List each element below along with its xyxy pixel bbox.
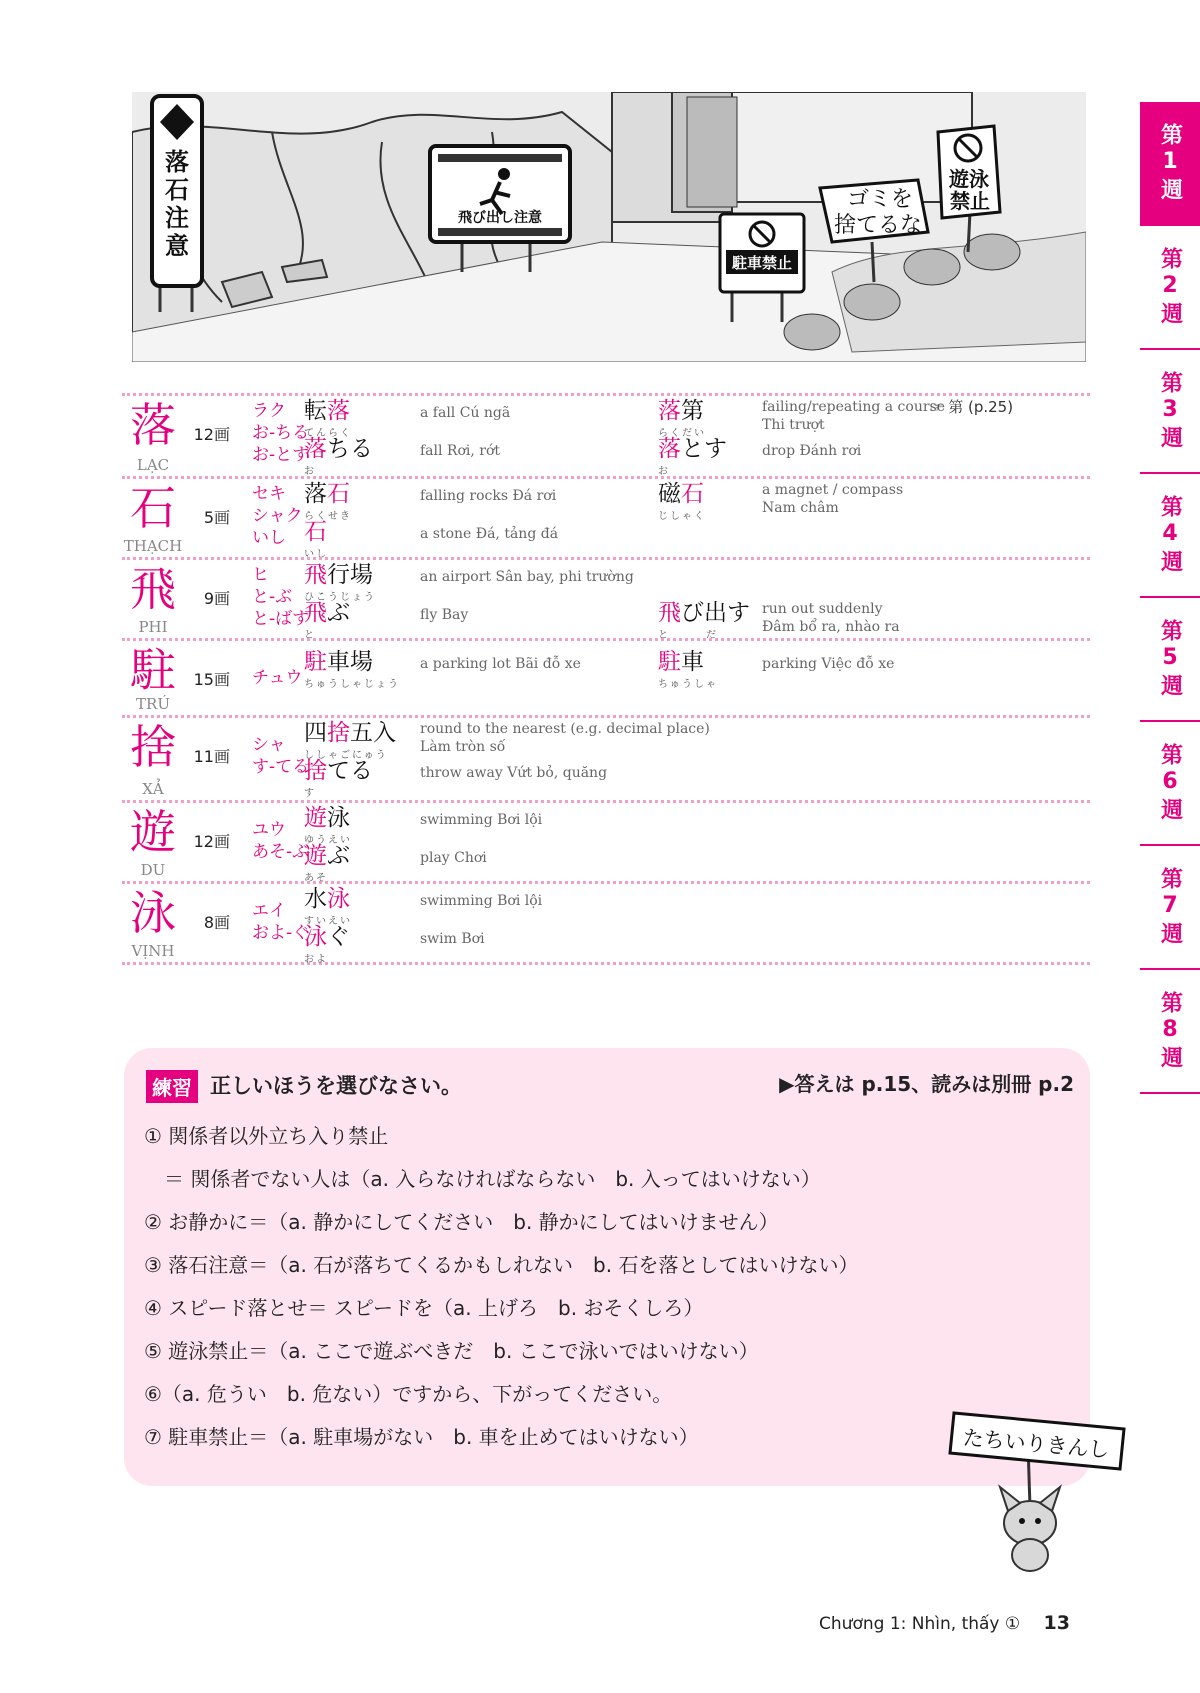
kanji-table bbox=[122, 393, 1090, 965]
rockfall-sign-char-4: 意 bbox=[165, 232, 189, 260]
meaning: round to the nearest (e.g. decimal place) bbox=[420, 721, 710, 737]
furigana: じしゃく bbox=[658, 511, 706, 522]
vocab-hl: 駐 bbox=[658, 649, 681, 675]
vocab-word bbox=[304, 651, 373, 674]
reading: セキ bbox=[252, 484, 286, 504]
vocab-hl: 石 bbox=[304, 519, 327, 545]
mascot-sign-illustration bbox=[948, 1405, 1138, 1575]
furigana: す bbox=[304, 788, 316, 799]
stroke-count: 15画 bbox=[193, 670, 230, 689]
kanji-row bbox=[122, 557, 1090, 641]
meaning: run out suddenly bbox=[762, 601, 883, 617]
meaning: swimming Bơi lội bbox=[420, 893, 543, 909]
vocab-post: ちる bbox=[327, 436, 373, 462]
readings-list bbox=[252, 667, 303, 689]
vocab-hl: 飛 bbox=[658, 600, 681, 626]
vocab-word bbox=[304, 438, 373, 461]
vocab-word bbox=[304, 926, 350, 949]
reading: チュウ bbox=[252, 668, 303, 688]
vocab-hl: 落 bbox=[304, 436, 327, 462]
readings-list bbox=[252, 819, 309, 863]
furigana: と bbox=[304, 630, 316, 641]
kanji-row bbox=[122, 638, 1090, 715]
tab-label: 第8週 bbox=[1157, 990, 1183, 1072]
practice-question: ⑤ 遊泳禁止＝（a. ここで遊ぶべきだ b. ここで泳いではいけない） bbox=[144, 1339, 759, 1363]
reading: エイ bbox=[252, 901, 286, 921]
hanviet-reading: TRÚ bbox=[136, 695, 170, 713]
kanji-char: 石 bbox=[130, 481, 176, 535]
rockfall-sign-char-2: 石 bbox=[165, 176, 189, 204]
tab-label: 第1週 bbox=[1157, 122, 1183, 204]
cross-reference: ☞ 第 (p.25) bbox=[930, 398, 1014, 416]
stroke-count: 5画 bbox=[203, 508, 230, 527]
meaning: failing/repeating a course bbox=[762, 399, 946, 415]
practice-instruction: 正しいほうを選びなさい。 bbox=[210, 1074, 462, 1098]
kanji-char: 落 bbox=[130, 398, 176, 452]
tab-week-5[interactable] bbox=[1140, 598, 1200, 722]
vocab-hl: 落 bbox=[658, 436, 681, 462]
furigana: お bbox=[304, 466, 316, 477]
reading: す-てる bbox=[252, 757, 310, 777]
furigana: らくだい bbox=[658, 428, 706, 439]
practice-question: ④ スピード落とせ＝ スピードを（a. 上げろ b. おそくしろ） bbox=[144, 1296, 704, 1320]
reading: お-ちる bbox=[252, 423, 310, 443]
tab-label: 第4週 bbox=[1157, 494, 1183, 576]
vocab-hl: 泳 bbox=[304, 924, 327, 950]
furigana: てんらく bbox=[304, 428, 352, 439]
trash-sign-line1: ゴミを bbox=[846, 187, 914, 212]
furigana: ゆうえい bbox=[304, 835, 352, 846]
stroke-count: 12画 bbox=[193, 832, 230, 851]
vocab-word bbox=[658, 400, 704, 423]
vocab-post: 行場 bbox=[327, 562, 373, 588]
hanviet-reading: VỊNH bbox=[131, 942, 175, 960]
reading: お-とす bbox=[252, 445, 310, 465]
readings-list bbox=[252, 900, 309, 944]
vocab-hl: 遊 bbox=[304, 843, 327, 869]
practice-question: ＝ 関係者でない人は（a. 入らなければならない b. 入ってはいけない） bbox=[144, 1167, 821, 1191]
page-footer bbox=[819, 1612, 1070, 1634]
vocab-pre: 転 bbox=[304, 398, 327, 424]
kanji-char: 捨 bbox=[130, 720, 176, 774]
practice-question: ① 関係者以外立ち入り禁止 bbox=[144, 1124, 389, 1148]
furigana: ちゅうしゃ bbox=[658, 679, 718, 690]
meaning: drop Đánh rơi bbox=[762, 443, 862, 459]
kanji-char: 遊 bbox=[130, 805, 176, 859]
furigana: いし bbox=[304, 549, 328, 560]
hanviet-reading: LẠC bbox=[136, 456, 170, 474]
stroke-count: 9画 bbox=[203, 589, 230, 608]
kanji-row bbox=[122, 800, 1090, 884]
vocab-pre: 四 bbox=[304, 720, 327, 746]
stroke-count: 11画 bbox=[193, 747, 230, 766]
vocab-pre: 磁 bbox=[658, 481, 681, 507]
vocab-post: 車場 bbox=[327, 649, 373, 675]
furigana: お bbox=[658, 466, 670, 477]
vocab-post: てる bbox=[327, 758, 373, 784]
trash-sign-line2: 捨てるな bbox=[833, 213, 923, 238]
hanviet-reading: DU bbox=[140, 861, 166, 879]
stroke-count: 8画 bbox=[203, 913, 230, 932]
hanviet-reading: PHI bbox=[138, 618, 168, 636]
tab-label: 第5週 bbox=[1157, 618, 1183, 700]
furigana: ししゃごにゅう bbox=[304, 750, 388, 761]
tab-week-4[interactable] bbox=[1140, 474, 1200, 598]
vocab-post: とす bbox=[681, 436, 727, 462]
vocab-word bbox=[304, 602, 350, 625]
meaning: fall Rơi, rớt bbox=[420, 443, 501, 459]
tab-label: 第7週 bbox=[1157, 866, 1183, 948]
meaning-vi: Làm tròn số bbox=[420, 739, 506, 755]
kanji-row bbox=[122, 393, 1090, 476]
vocab-word bbox=[304, 564, 373, 587]
vocab-hl: 落 bbox=[327, 398, 350, 424]
stroke-count: 12画 bbox=[193, 425, 230, 444]
vocab-word bbox=[304, 400, 350, 423]
reading: シャ bbox=[252, 735, 286, 755]
vocab-word bbox=[304, 760, 373, 783]
vocab-post: ぐ bbox=[327, 924, 350, 950]
vocab-hl: 飛 bbox=[304, 562, 327, 588]
vocab-word bbox=[304, 483, 350, 506]
vocab-word bbox=[304, 521, 327, 544]
vocab-word bbox=[304, 845, 350, 868]
vocab-hl: 石 bbox=[681, 481, 704, 507]
street-signs-illustration bbox=[132, 92, 1086, 362]
tab-label: 第6週 bbox=[1157, 742, 1183, 824]
practice-question: ③ 落石注意＝（a. 石が落ちてくるかもしれない b. 石を落としてはいけない） bbox=[144, 1253, 859, 1277]
tab-label: 第2週 bbox=[1157, 246, 1183, 328]
vocab-hl: 駐 bbox=[304, 649, 327, 675]
meaning: a magnet / compass bbox=[762, 482, 904, 498]
swim-sign-line2: 禁止 bbox=[950, 189, 990, 213]
readings-list bbox=[252, 483, 303, 549]
kanji-char: 駐 bbox=[130, 643, 176, 697]
tab-week-8[interactable] bbox=[1140, 970, 1200, 1094]
tab-week-2[interactable] bbox=[1140, 226, 1200, 350]
vocab-hl: 遊 bbox=[304, 805, 327, 831]
meaning: falling rocks Đá rơi bbox=[420, 488, 557, 504]
kanji-row bbox=[122, 881, 1090, 965]
meaning: a parking lot Bãi đỗ xe bbox=[420, 656, 581, 672]
answer-reference: ▶答えは p.15、読みは別冊 p.2 bbox=[779, 1072, 1074, 1096]
vocab-hl: 捨 bbox=[304, 758, 327, 784]
page-number: 13 bbox=[1043, 1612, 1070, 1634]
vocab-post: 泳 bbox=[327, 805, 350, 831]
kanji-row bbox=[122, 476, 1090, 560]
practice-question: ⑥（a. 危うい b. 危ない）ですから、下がってください。 bbox=[144, 1382, 673, 1406]
meaning: an airport Sân bay, phi trường bbox=[420, 569, 634, 585]
vocab-word bbox=[304, 722, 396, 745]
vocab-hl: 捨 bbox=[327, 720, 350, 746]
vocab-word bbox=[304, 807, 350, 830]
hanviet-reading: THẠCH bbox=[123, 537, 183, 555]
furigana: すいえい bbox=[304, 916, 352, 927]
kanji-row bbox=[122, 715, 1090, 800]
vocab-pre: 落 bbox=[304, 481, 327, 507]
furigana: と だ bbox=[658, 630, 718, 641]
reading: と-ばす bbox=[252, 609, 310, 629]
tab-week-3[interactable] bbox=[1140, 350, 1200, 474]
practice-question: ⑦ 駐車禁止＝（a. 駐車場がない b. 車を止めてはいけない） bbox=[144, 1425, 699, 1449]
tab-label: 第3週 bbox=[1157, 370, 1183, 452]
vocab-post: 第 bbox=[681, 398, 704, 424]
vocab-post: 五入 bbox=[350, 720, 396, 746]
reading: およ-ぐ bbox=[252, 923, 310, 943]
meaning: swim Bơi bbox=[420, 931, 485, 947]
vocab-post: ぶ bbox=[327, 843, 350, 869]
vocab-hl: 石 bbox=[327, 481, 350, 507]
mascot-sign-text: たちいりきんし bbox=[961, 1425, 1111, 1463]
meaning: play Chơi bbox=[420, 850, 487, 866]
vocab-post: ぶ bbox=[327, 600, 350, 626]
meaning-vi: Đâm bổ ra, nhào ra bbox=[762, 619, 900, 635]
meaning: a fall Cú ngã bbox=[420, 405, 511, 421]
vocab-post: 車 bbox=[681, 649, 704, 675]
hanviet-reading: XẢ bbox=[142, 780, 164, 798]
meaning: fly Bay bbox=[420, 607, 469, 623]
reading: と-ぶ bbox=[252, 587, 293, 607]
readings-list bbox=[252, 734, 309, 778]
furigana: およ bbox=[304, 954, 328, 965]
meaning-vi: Thi trượt bbox=[762, 417, 825, 433]
chapter-title: Chương 1: Nhìn, thấy ① bbox=[819, 1614, 1021, 1634]
tab-week-7[interactable] bbox=[1140, 846, 1200, 970]
tab-week-6[interactable] bbox=[1140, 722, 1200, 846]
practice-box bbox=[124, 1048, 1090, 1486]
readings-list bbox=[252, 564, 309, 630]
kanji-char: 飛 bbox=[130, 562, 176, 616]
practice-label: 練習 bbox=[146, 1070, 198, 1103]
vocab-pre: 水 bbox=[304, 886, 327, 912]
parking-sign-text: 駐車禁止 bbox=[731, 254, 793, 272]
readings-list bbox=[252, 400, 309, 466]
vocab-word bbox=[304, 888, 350, 911]
meaning: parking Việc đỗ xe bbox=[762, 656, 895, 672]
kanji-char: 泳 bbox=[130, 886, 176, 940]
reading: いし bbox=[252, 528, 286, 548]
run-out-sign-text: 飛び出し注意 bbox=[458, 210, 542, 226]
vocab-hl: 落 bbox=[658, 398, 681, 424]
reading: あそ-ぶ bbox=[252, 842, 310, 862]
rockfall-sign-char-3: 注 bbox=[165, 204, 189, 232]
vocab-word bbox=[658, 483, 704, 506]
meaning: a stone Đá, tảng đá bbox=[420, 526, 559, 542]
furigana: あそ bbox=[304, 873, 328, 884]
reading: ヒ bbox=[252, 565, 269, 585]
swim-sign-line1: 遊泳 bbox=[949, 167, 989, 191]
furigana: らくせき bbox=[304, 511, 352, 522]
meaning: swimming Bơi lội bbox=[420, 812, 543, 828]
reading: ラク bbox=[252, 401, 286, 421]
week-tabs bbox=[1140, 102, 1200, 1094]
vocab-hl: 飛 bbox=[304, 600, 327, 626]
reading: ユウ bbox=[252, 820, 286, 840]
vocab-word bbox=[658, 602, 750, 625]
vocab-word bbox=[658, 438, 727, 461]
furigana: ひこうじょう bbox=[304, 592, 376, 603]
furigana: ちゅうしゃじょう bbox=[304, 679, 400, 690]
vocab-post: び出す bbox=[681, 600, 750, 626]
vocab-word bbox=[658, 651, 704, 674]
practice-question: ② お静かに＝（a. 静かにしてください b. 静かにしてはいけません） bbox=[144, 1210, 779, 1234]
tab-week-1[interactable] bbox=[1140, 102, 1200, 226]
vocab-hl: 泳 bbox=[327, 886, 350, 912]
rockfall-sign-char-1: 落 bbox=[165, 148, 189, 176]
reading: シャク bbox=[252, 506, 303, 526]
meaning-vi: Nam châm bbox=[762, 500, 839, 516]
meaning: throw away Vứt bỏ, quăng bbox=[420, 765, 608, 781]
